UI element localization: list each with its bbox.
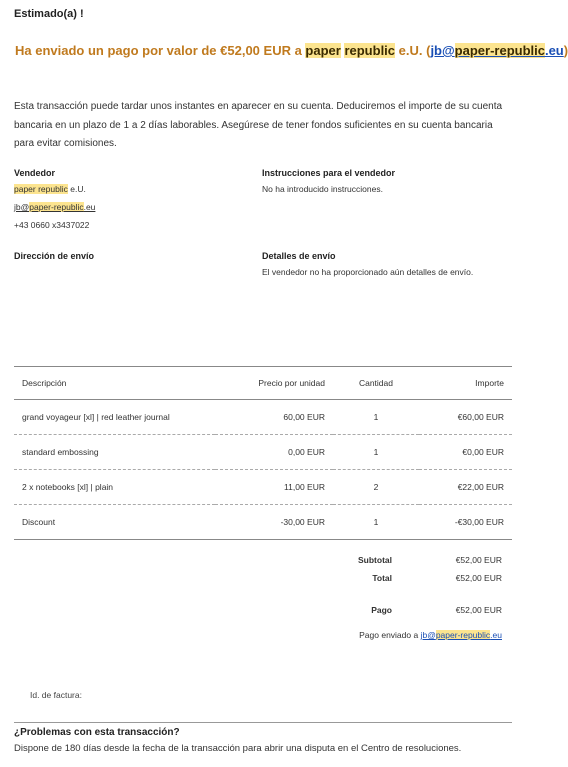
- vendor-name-suffix: e.U.: [67, 184, 86, 194]
- subtotal-row: [282, 551, 502, 569]
- header-description: Descripción: [14, 367, 215, 400]
- table-row: [14, 470, 512, 505]
- merchant-name-word1: paper: [305, 43, 341, 58]
- vendor-phone: +43 0660 x3437022: [14, 220, 90, 230]
- payment-block: [282, 601, 502, 619]
- payment-row: [282, 601, 502, 619]
- headline-prefix: Ha enviado un pago por valor de €52,00 EUR a: [15, 43, 306, 58]
- row-description: 2 x notebooks [xl] | plain: [14, 470, 215, 505]
- row-quantity: 2: [333, 470, 419, 505]
- problems-title: ¿Problemas con esta transacción?: [14, 727, 180, 738]
- vendor-email-link[interactable]: [14, 199, 95, 216]
- row-description: grand voyageur [xl] | red leather journal: [14, 400, 215, 435]
- headline-suffix: e.U. (: [395, 43, 431, 58]
- row-description: Discount: [14, 505, 215, 540]
- payment-headline: [15, 43, 568, 58]
- totals-block: [282, 551, 502, 587]
- row-amount: €60,00 EUR: [419, 400, 512, 435]
- payment-label: Pago: [371, 605, 392, 615]
- vendor-email-tld: .eu: [83, 202, 96, 212]
- subtotal-label: Subtotal: [358, 555, 392, 565]
- row-unit-price: 60,00 EUR: [215, 400, 333, 435]
- dispute-text: Dispone de 180 días desde la fecha de la transacción para abrir una disputa en el Centro de resoluciones.: [14, 743, 462, 754]
- row-quantity: 1: [333, 435, 419, 470]
- headline-email-tld: .eu: [544, 43, 564, 58]
- payment-sent-email-link[interactable]: [421, 630, 502, 640]
- headline-email-prefix: jb@: [430, 43, 455, 58]
- row-amount: €0,00 EUR: [419, 435, 512, 470]
- shipping-address-label: Dirección de envío: [14, 251, 95, 261]
- row-description: standard embossing: [14, 435, 215, 470]
- intro-paragraph: Esta transacción puede tardar unos instantes en aparecer en su cuenta. Deduciremos el importe de su cuenta bancaria en un plazo de 1 a 2 días laborables. Asegúrese de tener fondos suficientes en su cuenta bancaria para evitar comisiones.: [14, 101, 503, 149]
- vendor-name: [14, 181, 86, 198]
- row-quantity: 1: [333, 400, 419, 435]
- header-unit-price: Precio por unidad: [215, 367, 333, 400]
- vendor-label: Vendedor: [14, 168, 56, 178]
- items-table: [14, 366, 512, 540]
- table-row: [14, 400, 512, 435]
- header-amount: Importe: [419, 367, 512, 400]
- headline-merchant-email-link[interactable]: [430, 43, 563, 58]
- payment-sent-line: [359, 630, 502, 640]
- table-row: [14, 435, 512, 470]
- total-row: [282, 569, 502, 587]
- vendor-email-domain: paper-republic: [29, 202, 84, 212]
- row-amount: -€30,00 EUR: [419, 505, 512, 540]
- table-header-row: [14, 367, 512, 400]
- table-row: [14, 505, 512, 540]
- row-amount: €22,00 EUR: [419, 470, 512, 505]
- vendor-email-prefix: jb@: [14, 202, 30, 212]
- row-unit-price: -30,00 EUR: [215, 505, 333, 540]
- shipping-details-label: Detalles de envío: [262, 251, 336, 261]
- instructions-label: Instrucciones para el vendedor: [262, 168, 396, 178]
- invoice-id-label: Id. de factura:: [30, 690, 82, 700]
- instructions-text: No ha introducido instrucciones.: [262, 184, 383, 194]
- row-unit-price: 0,00 EUR: [215, 435, 333, 470]
- total-label: Total: [372, 573, 392, 583]
- payment-sent-email-tld: .eu: [490, 630, 502, 640]
- headline-email-domain: paper-republic: [454, 43, 545, 58]
- greeting: Estimado(a) !: [14, 8, 84, 20]
- payment-sent-email-domain: paper-republic: [435, 630, 491, 640]
- section-divider: [14, 722, 512, 723]
- shipping-details-text: El vendedor no ha proporcionado aún detalles de envío.: [262, 267, 474, 277]
- merchant-name-word2: republic: [344, 43, 396, 58]
- row-unit-price: 11,00 EUR: [215, 470, 333, 505]
- payment-sent-prefix: Pago enviado a: [359, 630, 421, 640]
- row-quantity: 1: [333, 505, 419, 540]
- payment-value: €52,00 EUR: [455, 605, 502, 615]
- vendor-name-highlight: paper republic: [14, 184, 68, 194]
- subtotal-value: €52,00 EUR: [455, 555, 502, 565]
- headline-close: ): [563, 43, 568, 58]
- payment-sent-email-prefix: jb@: [420, 630, 436, 640]
- total-value: €52,00 EUR: [455, 573, 502, 583]
- header-quantity: Cantidad: [333, 367, 419, 400]
